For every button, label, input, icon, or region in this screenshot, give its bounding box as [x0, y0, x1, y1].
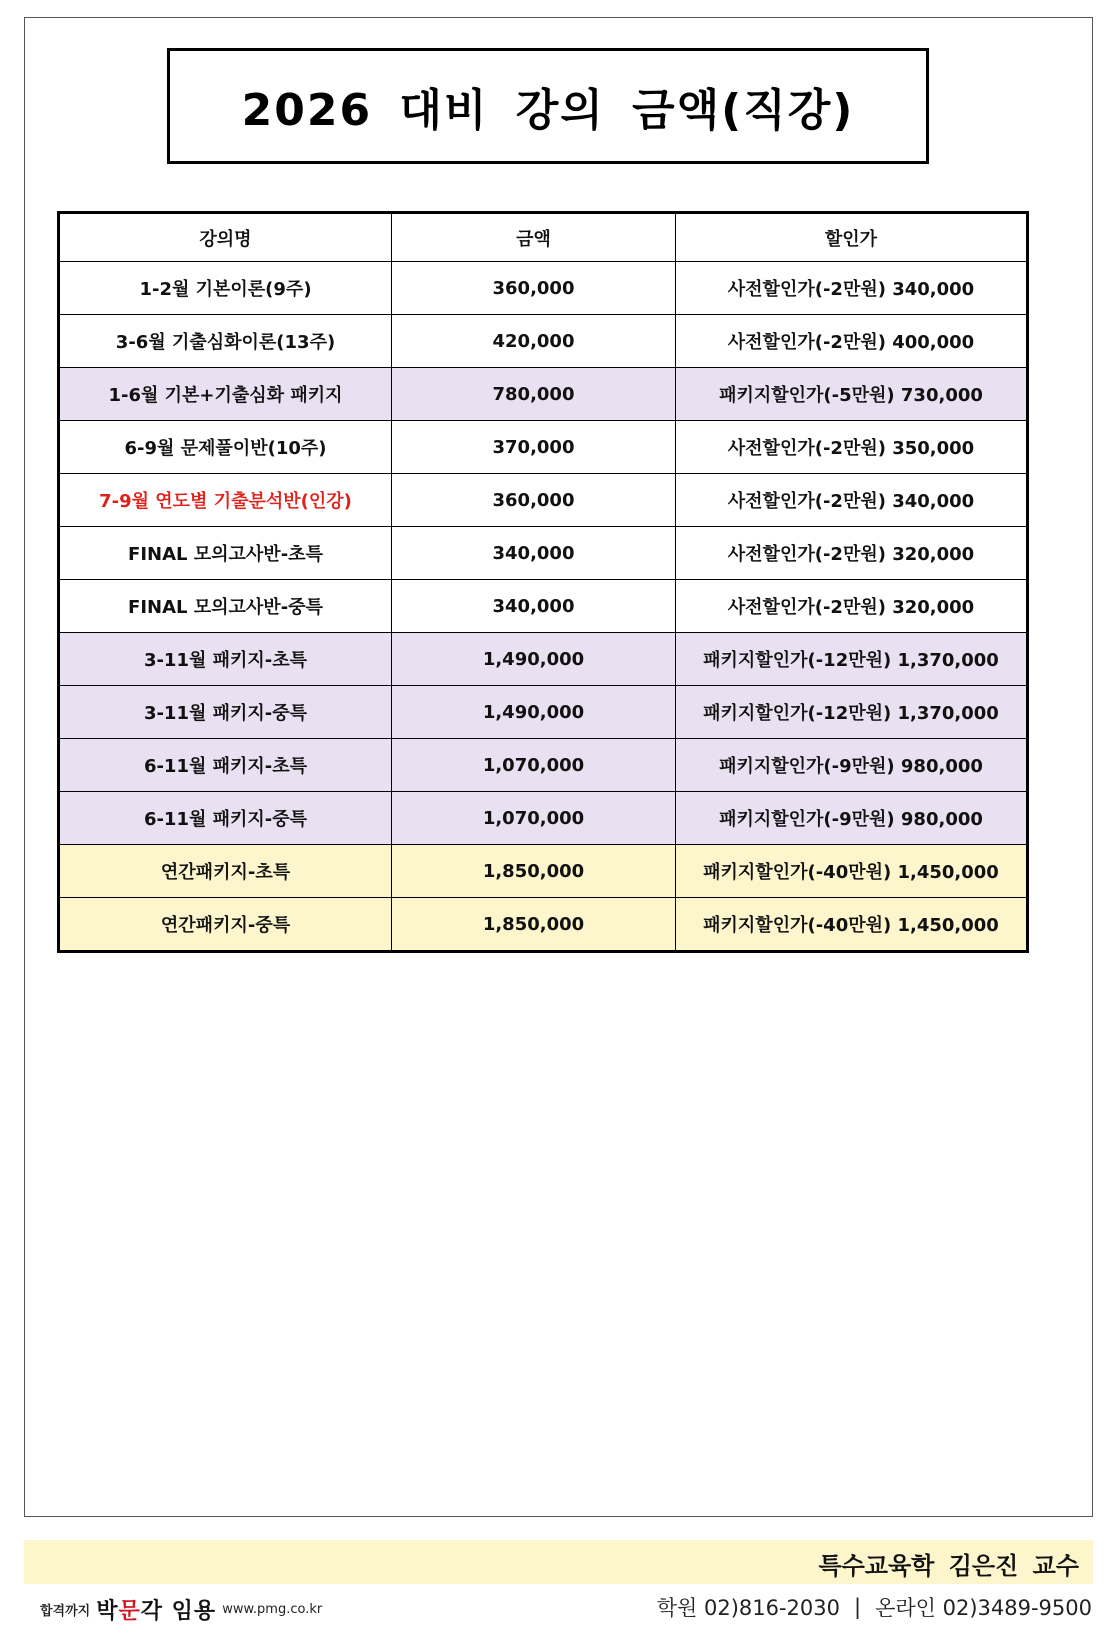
course-discount: 사전할인가(-2만원) 350,000 — [676, 421, 1028, 474]
table-row — [59, 633, 1028, 686]
course-discount: 패키지할인가(-40만원) 1,450,000 — [676, 898, 1028, 952]
course-name: 6-9월 문제풀이반(10주) — [59, 421, 392, 474]
logo-url: www.pmg.co.kr — [222, 1602, 323, 1617]
course-discount: 패키지할인가(-12만원) 1,370,000 — [676, 633, 1028, 686]
course-name: 3-11월 패키지-중특 — [59, 686, 392, 739]
table-row — [59, 262, 1028, 315]
footer-band — [24, 1540, 1093, 1584]
course-price: 420,000 — [392, 315, 676, 368]
course-discount: 사전할인가(-2만원) 320,000 — [676, 527, 1028, 580]
course-name: 6-11월 패키지-초특 — [59, 739, 392, 792]
table-row — [59, 739, 1028, 792]
title-box — [167, 48, 929, 164]
course-name: 3-6월 기출심화이론(13주) — [59, 315, 392, 368]
course-price: 360,000 — [392, 474, 676, 527]
course-name: 연간패키지-중특 — [59, 898, 392, 952]
table-row — [59, 898, 1028, 952]
course-price: 370,000 — [392, 421, 676, 474]
course-name-highlighted: 7-9월 연도별 기출분석반(인강) — [59, 474, 392, 527]
header-course-name: 강의명 — [59, 213, 392, 262]
course-name: 1-6월 기본+기출심화 패키지 — [59, 368, 392, 421]
course-price: 340,000 — [392, 580, 676, 633]
table-row — [59, 474, 1028, 527]
course-price: 1,070,000 — [392, 792, 676, 845]
logo-brand-part2: 문 — [118, 1599, 141, 1624]
logo-brand — [96, 1594, 216, 1625]
course-price: 340,000 — [392, 527, 676, 580]
table-row — [59, 527, 1028, 580]
contact-separator: | — [854, 1595, 862, 1619]
table-row — [59, 845, 1028, 898]
course-name: 3-11월 패키지-초특 — [59, 633, 392, 686]
course-price: 1,850,000 — [392, 845, 676, 898]
course-name: 1-2월 기본이론(9주) — [59, 262, 392, 315]
course-price: 1,490,000 — [392, 633, 676, 686]
header-price: 금액 — [392, 213, 676, 262]
logo-brand-part1: 박 — [96, 1599, 119, 1624]
table-row — [59, 580, 1028, 633]
contact-online: 온라인 02)3489-9500 — [875, 1596, 1092, 1620]
footer-contact — [657, 1592, 1092, 1622]
footer-author: 특수교육학 김은진 교수 — [818, 1552, 1079, 1580]
course-discount: 패키지할인가(-40만원) 1,450,000 — [676, 845, 1028, 898]
course-price: 780,000 — [392, 368, 676, 421]
table-row — [59, 686, 1028, 739]
course-discount: 패키지할인가(-12만원) 1,370,000 — [676, 686, 1028, 739]
course-name: 연간패키지-초특 — [59, 845, 392, 898]
course-name: 6-11월 패키지-중특 — [59, 792, 392, 845]
course-price: 1,850,000 — [392, 898, 676, 952]
course-discount: 패키지할인가(-9만원) 980,000 — [676, 739, 1028, 792]
header-discount: 할인가 — [676, 213, 1028, 262]
logo-brand-part3: 각 임용 — [140, 1599, 217, 1624]
publisher-logo — [40, 1594, 322, 1625]
course-discount: 패키지할인가(-5만원) 730,000 — [676, 368, 1028, 421]
table-row — [59, 368, 1028, 421]
course-name: FINAL 모의고사반-초특 — [59, 527, 392, 580]
page-title: 2026 대비 강의 금액(직강) — [241, 85, 855, 136]
contact-academy: 학원 02)816-2030 — [656, 1596, 840, 1620]
table-row — [59, 315, 1028, 368]
table-row — [59, 421, 1028, 474]
table-header-row — [59, 213, 1028, 262]
course-price: 1,070,000 — [392, 739, 676, 792]
course-discount: 패키지할인가(-9만원) 980,000 — [676, 792, 1028, 845]
course-price: 360,000 — [392, 262, 676, 315]
course-discount: 사전할인가(-2만원) 400,000 — [676, 315, 1028, 368]
price-table — [57, 211, 1029, 953]
course-price: 1,490,000 — [392, 686, 676, 739]
logo-tagline: 합격까지 — [40, 1604, 91, 1619]
course-name: FINAL 모의고사반-중특 — [59, 580, 392, 633]
course-discount: 사전할인가(-2만원) 320,000 — [676, 580, 1028, 633]
course-discount: 사전할인가(-2만원) 340,000 — [676, 262, 1028, 315]
table-row — [59, 792, 1028, 845]
course-discount: 사전할인가(-2만원) 340,000 — [676, 474, 1028, 527]
